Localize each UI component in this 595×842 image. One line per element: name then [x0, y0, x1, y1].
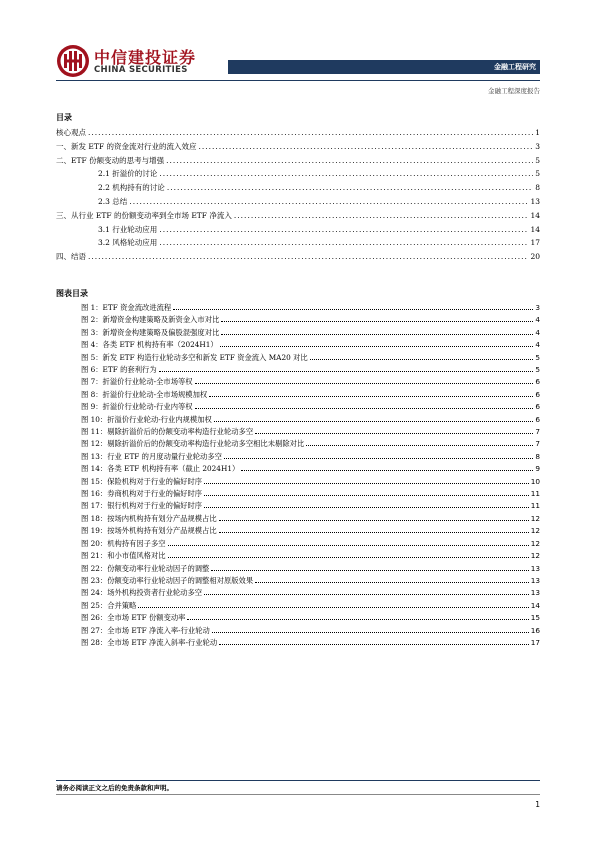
figure-entry-leader — [219, 513, 529, 521]
figure-entry-page: 5 — [535, 365, 540, 374]
toc-entry-page: 5 — [535, 169, 540, 179]
figure-entry-label: 图 27：全市场 ETF 净流入率-行业轮动 — [81, 625, 210, 635]
figure-entry[interactable] — [56, 513, 540, 525]
figure-entry-leader — [204, 587, 529, 595]
figure-entry[interactable] — [56, 550, 540, 562]
figure-entry-page: 13 — [530, 563, 540, 573]
figure-entry[interactable] — [56, 376, 540, 388]
toc-entry[interactable] — [56, 195, 540, 209]
figure-entry-leader — [138, 600, 528, 608]
toc-entry-page: 20 — [530, 252, 540, 262]
figure-entry-label: 图 4：各类 ETF 机构持有率（2024H1） — [81, 340, 218, 350]
figure-entry-leader — [204, 476, 529, 484]
figure-entry-label: 图 9：折溢价行业轮动-行业内等权 — [81, 402, 193, 412]
figure-entry-page: 15 — [530, 613, 540, 623]
figure-entry-label: 图 19：按场外机构持有划分产品规模占比 — [81, 526, 217, 536]
figure-entry[interactable] — [56, 401, 540, 413]
figure-entry-page: 9 — [535, 464, 540, 474]
figure-entry-leader — [306, 438, 533, 446]
figure-entry-page: 6 — [535, 389, 540, 399]
figure-entry-page: 12 — [530, 551, 540, 561]
figure-entry[interactable] — [56, 314, 540, 326]
figure-entry[interactable] — [56, 575, 540, 587]
company-logo-mark-icon — [56, 44, 90, 78]
figure-entry-label: 图 16：券商机构对于行业的偏好时序 — [81, 489, 203, 499]
figure-entry-leader — [168, 550, 529, 558]
figure-entry[interactable] — [56, 426, 540, 438]
footer-divider — [56, 780, 540, 781]
figure-entry-label: 图 25：合并策略 — [81, 600, 137, 610]
figure-entry-page: 4 — [535, 327, 540, 337]
footer-divider-thin — [56, 794, 540, 795]
figure-entry-label: 图 5：新发 ETF 构造行业轮动多空和新发 ETF 资金流入 MA20 对比 — [81, 352, 308, 362]
figure-entry[interactable] — [56, 525, 540, 537]
figure-entry[interactable] — [56, 488, 540, 500]
figure-entry-label: 图 1：ETF 资金流改进流程 — [81, 302, 172, 312]
toc-entry-leader — [88, 126, 533, 140]
figure-entry-label: 图 18：按场内机构持有划分产品规模占比 — [81, 513, 217, 523]
toc-entry-leader — [234, 209, 529, 223]
toc-entry-label: 二、ETF 份额变动的思考与增强 — [56, 155, 165, 165]
company-logo — [56, 44, 216, 80]
figure-entry[interactable] — [56, 612, 540, 624]
figure-entry-label: 图 11：剔除折溢价后的份额变动率构造行业轮动多空 — [81, 427, 254, 437]
figure-entry[interactable] — [56, 637, 540, 649]
figure-entry-page: 11 — [530, 489, 540, 499]
figure-entry-leader — [204, 500, 529, 508]
figure-entry-label: 图 14：各类 ETF 机构持有率（截止 2024H1） — [81, 464, 240, 474]
figure-entry-leader — [195, 376, 534, 384]
figure-entry[interactable] — [56, 451, 540, 463]
figure-entry-label: 图 2：新增资金构建策略及新资金入市对比 — [81, 315, 220, 325]
toc-entry-page: 14 — [530, 210, 540, 220]
figure-entry[interactable] — [56, 389, 540, 401]
figure-entry-label: 图 24：场外机构投资者行业轮动多空 — [81, 588, 203, 598]
toc-entry-leader — [129, 195, 528, 209]
toc-entry-page: 17 — [530, 238, 540, 248]
toc-entry-page: 3 — [535, 141, 540, 151]
figure-entry[interactable] — [56, 538, 540, 550]
toc-entry[interactable] — [56, 154, 540, 168]
figure-entry-leader — [209, 389, 533, 397]
figure-entry[interactable] — [56, 302, 540, 314]
figure-entry[interactable] — [56, 463, 540, 475]
figure-entry-label: 图 22：份额变动率行业轮动因子的调整 — [81, 563, 210, 573]
figure-entry-page: 12 — [530, 538, 540, 548]
toc-entry[interactable] — [56, 236, 540, 250]
figure-list-title: 图表目录 — [56, 287, 88, 298]
toc-entry[interactable] — [56, 250, 540, 264]
figure-entry-leader — [195, 401, 534, 409]
section-gap — [56, 264, 540, 288]
figure-entry[interactable] — [56, 352, 540, 364]
toc-entry-label: 一、新发 ETF 的资金流对行业的流入效应 — [56, 141, 197, 151]
figure-entry-label: 图 15：保险机构对于行业的偏好时序 — [81, 476, 203, 486]
figure-entry-leader — [214, 414, 534, 422]
figure-entry-leader — [221, 327, 533, 335]
logo-chinese-text: 中信建投证券 — [94, 48, 197, 67]
table-of-contents — [56, 112, 540, 649]
figure-entry-page: 13 — [530, 588, 540, 598]
figure-entry[interactable] — [56, 339, 540, 351]
figure-entry-leader — [224, 451, 533, 459]
figure-entry[interactable] — [56, 364, 540, 376]
figure-entry-label: 图 13：行业 ETF 的月度动量行业轮动多空 — [81, 451, 222, 461]
figure-entry-label: 图 23：份额变动率行业轮动因子的调整相对原版效果 — [81, 575, 254, 585]
figure-entry[interactable] — [56, 476, 540, 488]
figure-entry-leader — [212, 625, 529, 633]
figure-entry-page: 7 — [535, 439, 540, 449]
figure-entry-leader — [310, 352, 534, 360]
figure-entry-page: 8 — [535, 451, 540, 461]
figure-entry-leader — [219, 637, 529, 645]
figure-entry-label: 图 20：机构持有因子多空 — [81, 538, 166, 548]
page-number: 1 — [535, 800, 540, 809]
toc-entry-label: 2.2 机构持有的讨论 — [98, 183, 165, 193]
figure-entry-leader — [168, 538, 529, 546]
toc-entry-leader — [167, 181, 533, 195]
figure-entry-page: 3 — [535, 302, 540, 312]
figure-entry[interactable] — [56, 600, 540, 612]
toc-entry[interactable] — [56, 126, 540, 140]
figure-entry-label: 图 28：全市场 ETF 净流入斜率-行业轮动 — [81, 637, 218, 647]
figure-entry-page: 17 — [530, 637, 540, 647]
report-type-label: 金融工程深度报告 — [488, 87, 540, 95]
toc-entry[interactable] — [56, 181, 540, 195]
figure-entry[interactable] — [56, 500, 540, 512]
toc-entry[interactable] — [56, 167, 540, 181]
toc-entry-label: 三、从行业 ETF 的份额变动率到全市场 ETF 净流入 — [56, 210, 232, 220]
figure-entry-page: 13 — [530, 575, 540, 585]
figure-entry-page: 12 — [530, 513, 540, 523]
disclaimer-note: 请务必阅读正文之后的免责条款和声明。 — [56, 784, 173, 792]
figure-entry-page: 4 — [535, 340, 540, 350]
figure-entry-page: 7 — [535, 427, 540, 437]
figure-entry-page: 4 — [535, 315, 540, 325]
toc-entry-leader — [166, 154, 533, 168]
figure-entry-page: 14 — [530, 600, 540, 610]
figure-entry-page: 6 — [535, 402, 540, 412]
figure-entry-page: 6 — [535, 414, 540, 424]
figure-entry-leader — [219, 525, 529, 533]
toc-entry-label: 2.3 总结 — [98, 196, 128, 206]
figure-entry[interactable] — [56, 587, 540, 599]
toc-entry-leader — [159, 236, 528, 250]
figure-entry-page: 10 — [530, 476, 540, 486]
header-bar-label: 金融工程研究 — [494, 63, 536, 71]
figure-entry-label: 图 26：全市场 ETF 份额变动率 — [81, 613, 186, 623]
toc-entry-leader — [198, 140, 533, 154]
figure-entry[interactable] — [56, 414, 540, 426]
figure-entry-label: 图 7：折溢价行业轮动-全市场等权 — [81, 377, 193, 387]
figure-entry-page: 5 — [535, 352, 540, 362]
figure-entry-page: 11 — [530, 501, 540, 511]
logo-english-text: CHINA SECURITIES — [94, 65, 188, 75]
figure-entry-leader — [159, 364, 534, 372]
figure-entry-leader — [173, 302, 533, 310]
figure-entry-page: 6 — [535, 377, 540, 387]
header-divider — [56, 80, 540, 81]
toc-entry-label: 3.2 风格轮动应用 — [98, 238, 158, 248]
toc-title: 目录 — [56, 112, 72, 122]
figure-entry-label: 图 12：剔除折溢价后的份额变动率构造行业轮动多空相比未剔除对比 — [81, 439, 305, 449]
header-bar — [228, 60, 540, 74]
figure-entry-label: 图 21：和小市值风格对比 — [81, 551, 166, 561]
toc-entry-leader — [159, 167, 533, 181]
figure-entry-leader — [187, 612, 528, 620]
figure-entry[interactable] — [56, 438, 540, 450]
toc-entry-page: 13 — [530, 196, 540, 206]
figure-entry-leader — [221, 314, 533, 322]
figure-entry[interactable] — [56, 625, 540, 637]
toc-entry[interactable] — [56, 223, 540, 237]
figure-entry-label: 图 8：折溢价行业轮动-全市场规模加权 — [81, 389, 208, 399]
figure-entry-leader — [255, 426, 533, 434]
figure-entry-leader — [255, 575, 529, 583]
toc-list — [56, 126, 540, 264]
toc-entry-page: 5 — [535, 155, 540, 165]
toc-entry-page: 8 — [535, 183, 540, 193]
figure-entry-label: 图 10：折溢价行业轮动-行业内规模加权 — [81, 414, 212, 424]
figure-entry-label: 图 3：新增资金构建策略及偏股混强度对比 — [81, 327, 220, 337]
toc-entry-label: 核心观点 — [56, 128, 86, 137]
toc-entry-leader — [88, 250, 528, 264]
figure-entry[interactable] — [56, 327, 540, 339]
toc-entry-label: 四、结语 — [56, 252, 86, 262]
figure-entry-label: 图 17：银行机构对于行业的偏好时序 — [81, 501, 203, 511]
figure-entry-page: 16 — [530, 625, 540, 635]
toc-entry-label: 3.1 行业轮动应用 — [98, 224, 158, 234]
toc-entry-label: 2.1 折溢价的讨论 — [98, 169, 158, 179]
figure-entry-leader — [241, 463, 533, 471]
figure-entry[interactable] — [56, 563, 540, 575]
figure-entry-label: 图 6：ETF 的套利行为 — [81, 365, 157, 374]
toc-entry[interactable] — [56, 209, 540, 223]
figure-entry-leader — [211, 563, 528, 571]
toc-entry-page: 1 — [535, 128, 540, 137]
figure-entry-leader — [220, 339, 534, 347]
figure-entry-page: 12 — [530, 526, 540, 536]
figure-list — [56, 302, 540, 649]
toc-entry-page: 14 — [530, 224, 540, 234]
toc-entry[interactable] — [56, 140, 540, 154]
figure-entry-leader — [204, 488, 529, 496]
toc-entry-leader — [159, 223, 528, 237]
